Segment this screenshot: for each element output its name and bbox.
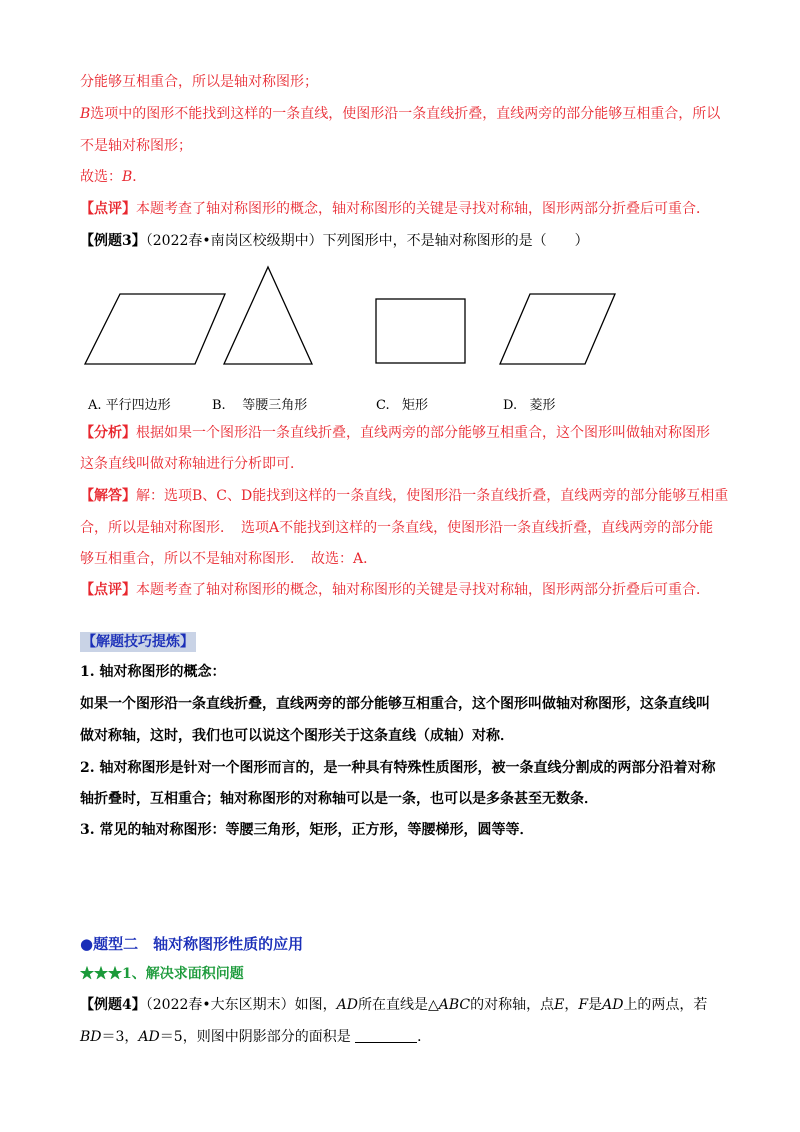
- option-b: B. 等腰三角形: [212, 398, 308, 413]
- option-a: A. 平行四边形: [88, 398, 171, 413]
- rectangle-shape: [376, 299, 465, 363]
- example3-solution-1: 【解答】解：选项B、C、D能找到这样的一条直线，使图形沿一条直线折叠，直线两旁的部分能够互相重: [80, 488, 729, 504]
- option-c: C. 矩形: [376, 398, 429, 413]
- example3-solution-3: 够互相重合，所以不是轴对称图形． 故选：A．: [80, 551, 378, 567]
- rhombus-shape: [500, 294, 615, 364]
- example3-figures: [80, 262, 640, 372]
- parallelogram-shape: [85, 294, 225, 364]
- tip-2-line-1: 2. 轴对称图形是针对一个图形而言的，是一种具有特殊性质图形，被一条直线分割成的两部分沿着对称: [80, 760, 716, 776]
- example3-solution-2: 合，所以是轴对称图形． 选项A不能找到这样的一条直线，使图形沿一条直线折叠，直线两旁的部分能: [80, 520, 714, 536]
- tip-1-title: 1. 轴对称图形的概念：: [80, 664, 226, 680]
- prev-answer-line-3: 不是轴对称图形；: [80, 138, 192, 154]
- example4-question-1: 【例题4】（2022春•大东区期末）如图，AD所在直线是△ABC的对称轴，点E，F是AD上的两点，若: [80, 997, 708, 1013]
- tip-2-line-2: 轴折叠时，互相重合；轴对称图形的对称轴可以是一条，也可以是多条甚至无数条．: [80, 791, 598, 807]
- section-subheading: ★★★1、解决求面积问题: [80, 966, 244, 982]
- prev-answer-line-2: B选项中的图形不能找到这样的一条直线，使图形沿一条直线折叠，直线两旁的部分能够互相重合，所以: [80, 106, 721, 122]
- tip-1-body-2: 做对称轴，这时，我们也可以说这个图形关于这条直线（成轴）对称．: [80, 728, 514, 744]
- answer-blank[interactable]: [355, 1028, 417, 1043]
- triangle-shape: [224, 267, 312, 364]
- example3-comment: 【点评】本题考查了轴对称图形的概念，轴对称图形的关键是寻找对称轴，图形两部分折叠后可重合．: [80, 582, 710, 598]
- prev-answer-line-1: 分能够互相重合，所以是轴对称图形；: [80, 74, 318, 90]
- tip-1-body-1: 如果一个图形沿一条直线折叠，直线两旁的部分能够互相重合，这个图形叫做轴对称图形，这条直线叫: [80, 696, 710, 712]
- option-d: D. 菱形: [503, 398, 556, 413]
- prev-answer-choice: 故选：B．: [80, 169, 147, 185]
- prev-answer-comment: 【点评】本题考查了轴对称图形的概念，轴对称图形的关键是寻找对称轴，图形两部分折叠后可重合．: [80, 201, 710, 217]
- example3-analysis-1: 【分析】根据如果一个图形沿一条直线折叠，直线两旁的部分能够互相重合，这个图形叫做轴对称图形: [80, 425, 710, 441]
- section-heading: ●题型二 轴对称图形性质的应用: [80, 935, 304, 953]
- tips-header: 【解题技巧提炼】: [82, 634, 194, 650]
- example4-question-2: BD＝3，AD＝5，则图中阴影部分的面积是 ．: [80, 1029, 432, 1045]
- example3-analysis-2: 这条直线叫做对称轴进行分析即可．: [80, 456, 304, 472]
- tip-3: 3. 常见的轴对称图形：等腰三角形，矩形，正方形，等腰梯形，圆等等．: [80, 822, 534, 838]
- example3-question: 【例题3】（2022春•南岗区校级期中）下列图形中，不是轴对称图形的是（ ）: [80, 233, 589, 249]
